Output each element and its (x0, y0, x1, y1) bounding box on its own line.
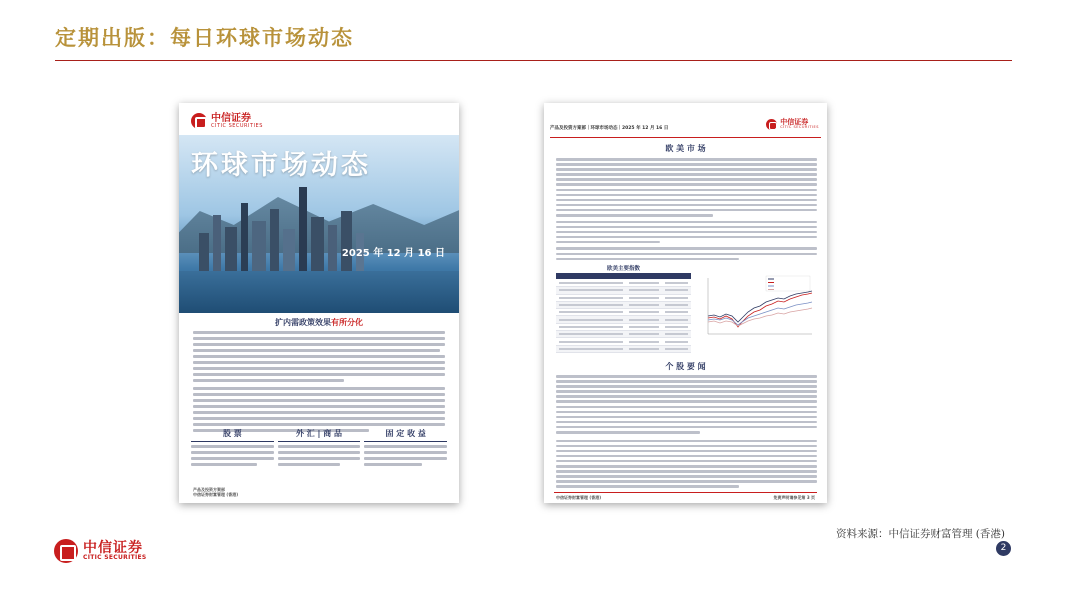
table-row (556, 295, 691, 302)
table-row (556, 346, 691, 353)
inner-brand-logo (766, 119, 819, 130)
citic-logo-icon (191, 113, 207, 129)
table-title: 欧美主要指数 (606, 266, 640, 272)
cover-date: 2025 年 12 月 16 日 (341, 248, 445, 259)
cover-body-text (193, 331, 445, 435)
report-cover-preview (179, 103, 459, 503)
cover-asset-columns (191, 428, 447, 474)
cover-section-title (179, 317, 459, 328)
page-number-badge: 2 (996, 541, 1011, 556)
source-note: 资料来源：中信证券财富管理 (香港) (835, 528, 1005, 540)
inner-header-rule (550, 137, 821, 138)
brand-name-en: CITIC SECURITIES (83, 554, 147, 561)
brand-name-en: CITIC SECURITIES (780, 125, 819, 130)
table-row (556, 302, 691, 309)
column-equities (191, 428, 274, 474)
hero-building (283, 229, 295, 273)
title-divider (55, 60, 1012, 61)
hero-building (299, 187, 307, 273)
inner-header-text: 产品及投资方案部｜环球市场动态｜2025 年 12 月 16 日 (550, 126, 669, 131)
chart-legend (766, 276, 810, 291)
hero-harbor (179, 271, 459, 313)
inner-page-header (550, 113, 821, 137)
hero-building (311, 217, 324, 273)
column-heading: 外 汇 | 商 品 (278, 428, 361, 442)
footer-company: 中信证券财富管理 (香港) (193, 491, 239, 497)
column-fixed-income (364, 428, 447, 474)
table-row (556, 309, 691, 316)
hero-building (270, 209, 279, 273)
cover-brand-logo (191, 113, 263, 129)
column-heading: 股 票 (191, 428, 274, 442)
table-row (556, 287, 691, 294)
table-row (556, 331, 691, 338)
table-row (556, 280, 691, 287)
section-stock-news: 个 股 要 闻 (665, 362, 706, 371)
section-title-prefix: 扩内需政策效果 (275, 318, 331, 327)
stock-news-body-text (556, 375, 817, 490)
table-row (556, 338, 691, 345)
table-row (556, 316, 691, 323)
table-row (556, 324, 691, 331)
inner-footer-company: 中信证券财富管理 (香港) (556, 495, 602, 500)
citic-logo-icon (54, 539, 78, 563)
hero-building (213, 215, 221, 273)
brand-name-cn: 中信证券 (780, 118, 809, 127)
hero-building (225, 227, 237, 273)
brand-name-en: CITIC SECURITIES (211, 122, 263, 129)
column-heading: 固 定 收 益 (364, 428, 447, 442)
index-table (556, 273, 691, 353)
footer-dept: 产品及投资方案部 (193, 486, 225, 492)
slide-title: 定期出版：每日环球市场动态 (55, 25, 354, 50)
cover-hero-image (179, 135, 459, 313)
citic-logo-icon (766, 119, 777, 130)
hero-building (341, 211, 352, 273)
brand-name-cn: 中信证券 (83, 540, 143, 556)
brand-name-cn: 中信证券 (211, 112, 251, 124)
table-header (556, 273, 691, 279)
us-europe-body-text (556, 158, 817, 263)
section-title-highlight: 有所分化 (331, 318, 363, 327)
report-inner-page-preview (544, 103, 827, 503)
index-performance-chart (700, 272, 817, 352)
inner-footer-disclaimer: 免责声明请参见第 3 页 (773, 495, 815, 500)
cover-title: 环球市场动态 (191, 150, 371, 181)
section-us-europe-markets: 欧 美 市 场 (665, 144, 706, 153)
hero-building (252, 221, 266, 273)
cover-footer (193, 487, 238, 497)
inner-footer-rule (554, 492, 817, 493)
hero-building (199, 233, 209, 273)
hero-building (328, 225, 337, 273)
footer-brand-logo (54, 539, 147, 563)
hero-building (241, 203, 248, 273)
column-fx-commodities (278, 428, 361, 474)
